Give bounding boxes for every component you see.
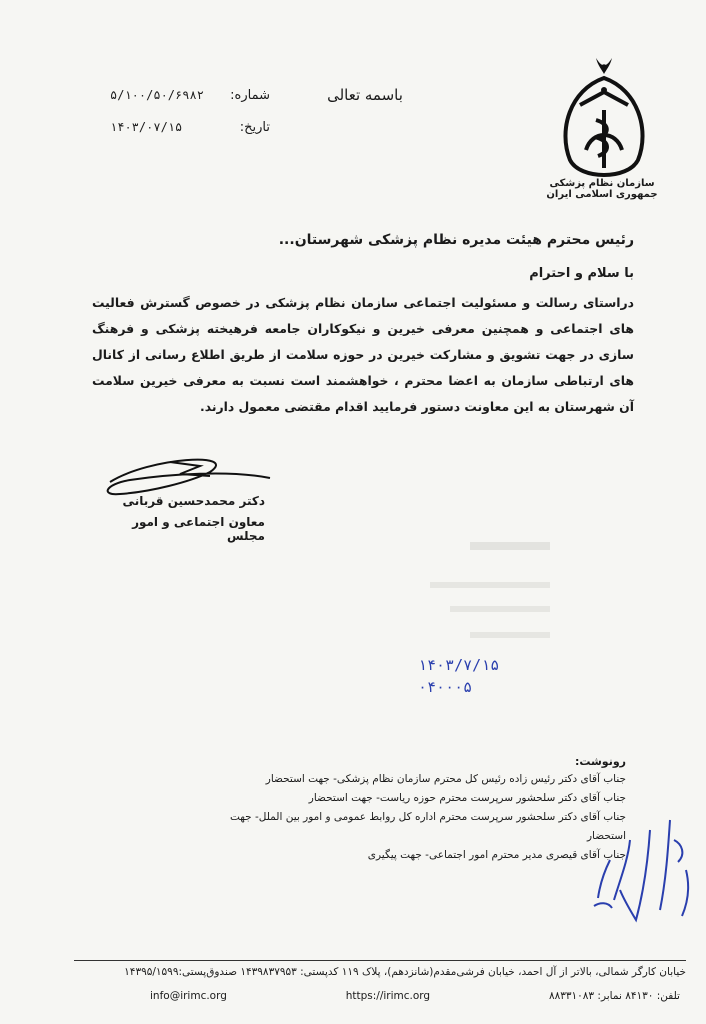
- footer-website[interactable]: https://irimc.org: [345, 990, 431, 1002]
- cc-item: جناب آقای دکتر سلحشور سرپرست محترم اداره کل روابط عمومی و امور بین الملل- جهت استحضار: [229, 811, 626, 842]
- cc-list: [206, 770, 626, 865]
- number-value: ۵/۱۰۰/۵۰/۶۹۸۲: [110, 88, 204, 102]
- cc-item: جناب آقای دکتر سلحشور سرپرست محترم حوزه ریاست- جهت استحضار: [308, 792, 626, 804]
- footer-divider: [74, 960, 686, 961]
- handwritten-note-icon: [590, 810, 700, 930]
- stamp-number: ۰۴۰۰۰۵: [418, 678, 473, 696]
- cc-title: رونوشت:: [574, 755, 626, 768]
- bleed-through-mark: [470, 632, 550, 638]
- cc-item: جناب آقای دکتر رئیس زاده رئیس کل محترم سازمان نظام پزشکی- جهت استحضار: [265, 773, 626, 785]
- footer-contacts: [150, 990, 680, 1002]
- stamp-date: ۱۴۰۳/۷/۱۵: [418, 656, 500, 674]
- org-name: سازمان نظام پزشکی جمهوری اسلامی ایران: [546, 178, 658, 200]
- number-label: شماره:: [230, 88, 270, 103]
- signatory-name: دکتر محمدحسین قربانی: [122, 494, 265, 508]
- footer-address: خیابان کارگر شمالی، بالاتر از آل احمد، خیابان فرشی‌مقدم(شانزدهم)، پلاک ۱۱۹ کدپستی: ۱۴۳۹۸۳۷۹۵۳ صندوق‌پستی:۱۴۳۹۵/۱۵۹۹: [124, 966, 686, 978]
- footer-email[interactable]: info@irimc.org: [150, 990, 227, 1002]
- date-label: تاریخ:: [239, 120, 270, 135]
- recipient: رئیس محترم هیئت مدیره نظام پزشکی شهرستان...: [278, 232, 634, 248]
- letter-body: دراستای رسالت و مسئولیت اجتماعی سازمان نظام پزشکی در خصوص گسترش فعالیت های اجتماعی و همچنین معرفی خیرین و نیکوکاران جامعه فرهیخته پزشکی و فرهنگ سازی در جهت تشویق و مشارکت خیرین در حوزه سلامت از طریق اطلاع رسانی از کانال های ارتباطی سازمان به اعضا محترم ، خواهشمند است نسبت به معرفی خیرین سلامت آن شهرستان به این معاونت دستور فرمایید اقدام مقتضی معمول دارند.: [92, 295, 634, 414]
- footer-phone: تلفن: ۸۴۱۳۰ نمابر: ۸۸۳۳۱۰۸۳: [548, 990, 680, 1002]
- bleed-through-mark: [450, 606, 550, 612]
- bleed-through-mark: [470, 542, 550, 550]
- date-row: [110, 120, 270, 135]
- basmala: باسمه تعالی: [327, 86, 403, 104]
- registration-stamp: [418, 656, 528, 700]
- bleed-through-mark: [430, 582, 550, 588]
- cc-item: جناب آقای قیصری مدیر محترم امور اجتماعی- جهت پیگیری: [367, 849, 626, 861]
- greeting: با سلام و احترام: [529, 266, 634, 281]
- date-value: ۱۴۰۳/۰۷/۱۵: [110, 120, 183, 134]
- number-row: [110, 88, 270, 103]
- signatory-title: معاون اجتماعی و امور مجلس: [132, 515, 265, 543]
